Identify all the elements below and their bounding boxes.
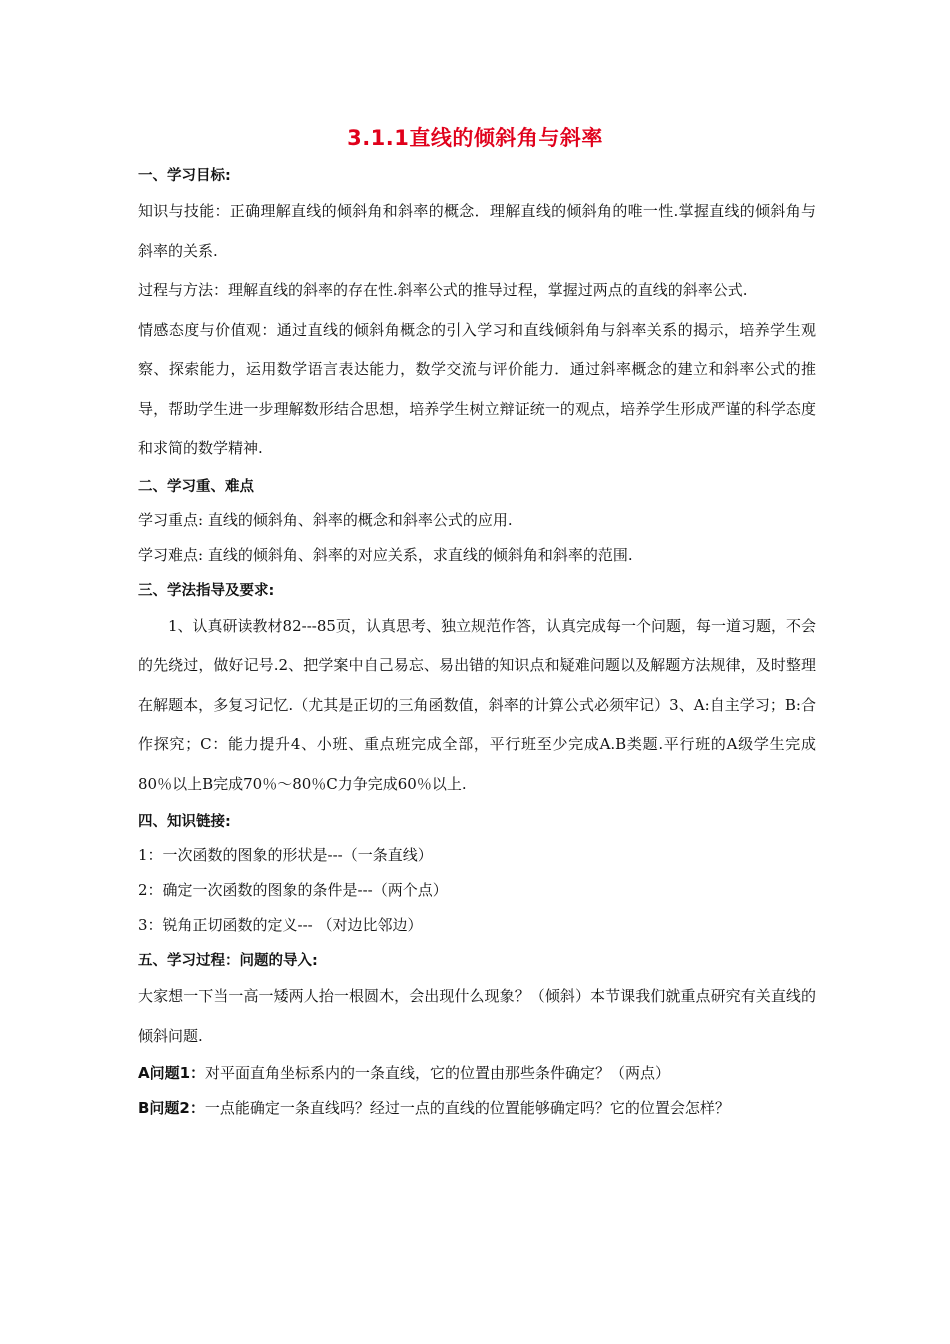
section-heading-key-points: 二、学习重、难点 [138, 478, 254, 495]
question-1-label: A问题1： [138, 1064, 206, 1082]
paragraph-process-method: 过程与方法：理解直线的斜率的存在性.斜率公式的推导过程，掌握过两点的直线的斜率公式. [138, 281, 748, 299]
knowledge-link-item: 3：锐角正切函数的定义--- （对边比邻边） [138, 916, 423, 934]
question-1-text: 对平面直角坐标系内的一条直线，它的位置由那些条件确定？（两点） [205, 1064, 671, 1082]
section-heading-study-guide: 三、学法指导及要求: [138, 582, 275, 599]
paragraph-difficult-point: 学习难点: 直线的倾斜角、斜率的对应关系，求直线的倾斜角和斜率的范围. [138, 545, 633, 564]
document-body [138, 158, 816, 1126]
paragraph-knowledge-skills: 知识与技能：正确理解直线的倾斜角和斜率的概念．理解直线的倾斜角的唯一性.掌握直线的倾斜角与斜率的关系. [138, 202, 816, 260]
knowledge-link-item: 2：确定一次函数的图象的条件是---（两个点） [138, 881, 448, 899]
question-2-label: B问题2： [138, 1099, 205, 1117]
paragraph-attitude-values: 情感态度与价值观：通过直线的倾斜角概念的引入学习和直线倾斜角与斜率关系的揭示，培养学生观察、探索能力，运用数学语言表达能力，数学交流与评价能力．通过斜率概念的建立和斜率公式的推导，帮助学生进一步理解数形结合思想，培养学生树立辩证统一的观点，培养学生形成严谨的科学态度和求简的数学精神. [138, 320, 816, 457]
question-1 [138, 1056, 816, 1091]
section-heading-learning-process: 五、学习过程：问题的导入: [138, 953, 318, 969]
paragraph-key-point: 学习重点: 直线的倾斜角、斜率的概念和斜率公式的应用. [138, 510, 513, 529]
section-heading-objectives: 一、学习目标: [138, 168, 231, 184]
paragraph-introduction: 大家想一下当一高一矮两人抬一根圆木，会出现什么现象？（倾斜）本节课我们就重点研究有关直线的倾斜问题. [138, 987, 816, 1045]
document-title: 3.1.1直线的倾斜角与斜率 [347, 126, 603, 150]
section-heading-knowledge-links: 四、知识链接: [138, 814, 231, 830]
question-2-text: 一点能确定一条直线吗？经过一点的直线的位置能够确定吗？它的位置会怎样？ [204, 1099, 730, 1117]
question-2 [138, 1091, 816, 1126]
paragraph-study-guide: 1、认真研读教材82---85页，认真思考、独立规范作答，认真完成每一个问题，每一道习题，不会的先绕过，做好记号.2、把学案中自己易忘、易出错的知识点和疑难问题以及解题方法规律，及时整理在解题本，多复习记忆.（尤其是正切的三角函数值，斜率的计算公式必须牢记）3、A:自主学习；B:合作探究；C：能力提升4、小班、重点班完成全部，平行班至少完成A.B类题.平行班的A级学生完成80％以上B完成70％～80％C力争完成60％以上. [138, 616, 816, 793]
knowledge-link-item: 1：一次函数的图象的形状是---（一条直线） [138, 846, 433, 864]
